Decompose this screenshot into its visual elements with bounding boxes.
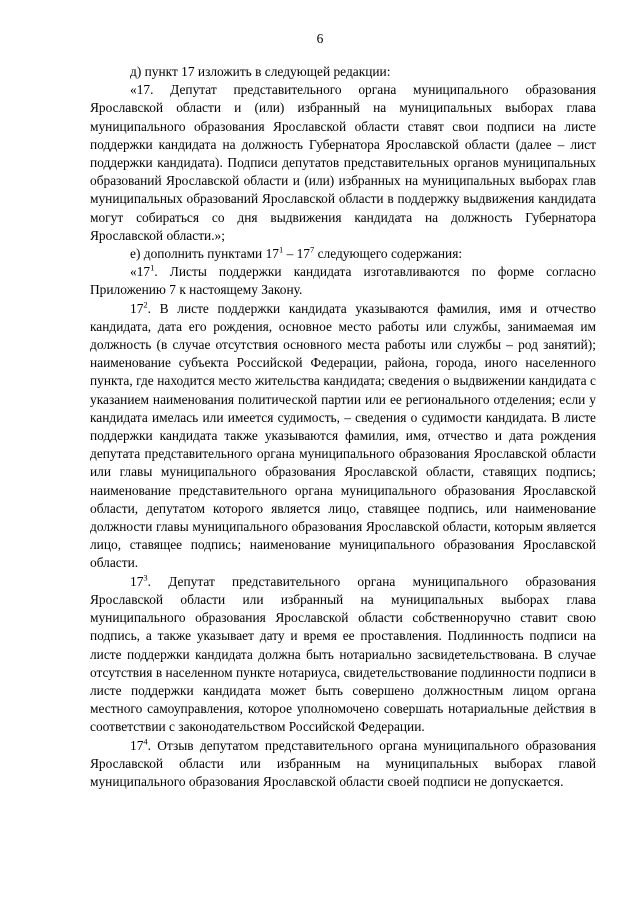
paragraph-text: е) дополнить пунктами 17: [130, 246, 279, 262]
document-body: [90, 63, 596, 791]
paragraph-point-17-2: [90, 300, 596, 573]
paragraph-text: . Депутат представительного органа муниципального образования Ярославской области или избранный на муниципальных выборах глава муниципального образования Ярославской области собственноручно ставит свою подпись, а также указывает дату и время ее проставления. Подлинность подписи на листе поддержки кандидата должна быть нотариально засвидетельствована. В случае отсутствия в населенном пункте нотариуса, свидетельствование подлинности подписи в листе поддержки кандидата может быть совершено должностным лицом органа местного самоуправления, которое уполномочено совершать нотариальные действия в соответствии с законодательством Российской Федерации.: [90, 573, 596, 735]
superscript: 2: [143, 299, 148, 310]
paragraph-text: «17: [130, 264, 151, 280]
superscript: 1: [150, 262, 155, 273]
paragraph-text: 17: [130, 737, 144, 753]
paragraph-text: 17: [130, 573, 144, 589]
paragraph-text: . В листе поддержки кандидата указываются фамилия, имя и отчество кандидата, дата его рождения, основное место работы или службы, занимаемая им должность (в случае отсутствия основного места работы или службы – род занятий); наименование субъекта Российской Федерации, района, города, иного населенного пункта, где находится место жительства кандидата; сведения о выдвижении кандидата с указанием наименования политической партии или ее регионального отделения; если у кандидата имелась или имеется судимость, – сведения о судимости кандидата. В листе поддержки кандидата также указываются фамилия, имя, отчество и дата рождения депутата представительного органа муниципального образования Ярославской области или главы муниципального образования Ярославской области, ставящих подпись; наименование представительного органа муниципального образования Ярославской области, депутатом которого является лицо, ставящее подпись, или наименование должности главы муниципального образования Ярославской области, которым является лицо, ставящее подпись; наименование муниципального образования Ярославской области.: [90, 300, 596, 571]
page-number: 6: [316, 31, 324, 46]
paragraph-item-e: [90, 245, 596, 263]
paragraph-text: . Отзыв депутатом представительного органа муниципального образования Ярославской области или избранным на муниципальных выборах главой муниципального образования Ярославской области своей подписи не допускается.: [90, 737, 596, 789]
paragraph-text: – 17: [283, 246, 310, 262]
paragraph-text: 17: [130, 300, 144, 316]
paragraph-point-17: [90, 81, 596, 245]
paragraph-text: «17. Депутат представительного органа муниципального образования Ярославской области и (или) избранный на муниципальных выборах глава муниципального образования Ярославской области ставят свои подписи на листе поддержки кандидата на должность Губернатора Ярославской области (далее – лист поддержки кандидата). Подписи депутатов представительных органов муниципальных образований Ярославской области и (или) избранных на муниципальных выборах глав муниципальных образований Ярославской области в поддержку выдвижения кандидата могут собираться со дня выдвижения кандидата на должность Губернатора Ярославской области.»;: [90, 82, 596, 243]
superscript: 1: [278, 244, 284, 255]
paragraph-text: . Листы поддержки кандидата изготавливаются по форме согласно Приложению 7 к настоящему Закону.: [90, 264, 596, 298]
paragraph-item-d: [90, 63, 596, 81]
superscript: 4: [143, 736, 148, 747]
paragraph-point-17-1: [90, 263, 596, 299]
paragraph-text: следующего содержания:: [314, 246, 463, 262]
paragraph-point-17-4: [90, 737, 596, 792]
superscript: 3: [143, 572, 148, 583]
paragraph-point-17-3: [90, 573, 596, 737]
superscript: 7: [310, 244, 315, 255]
paragraph-text: д) пункт 17 изложить в следующей редакции:: [130, 64, 391, 79]
